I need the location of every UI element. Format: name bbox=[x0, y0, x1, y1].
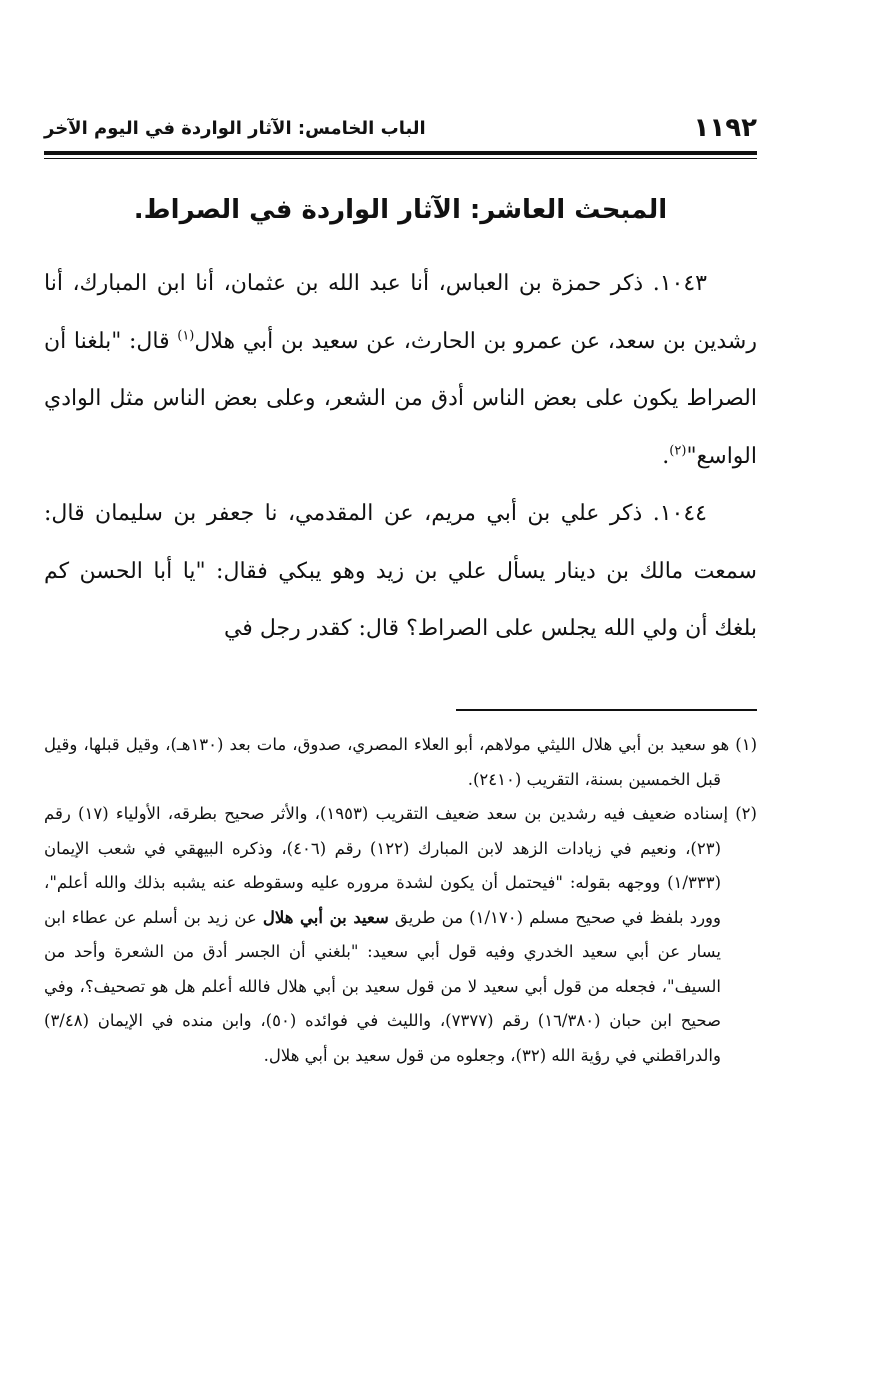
footnote-ref-2[interactable]: (٢) bbox=[669, 443, 687, 459]
paragraph-text: قال: "بلغنا أن الصراط يكون على بعض الناس أدق من الشعر، وعلى بعض الناس مثل الوادي الواسع" bbox=[44, 328, 757, 469]
footnote-2 bbox=[44, 797, 757, 1073]
paragraph-1044: ١٠٤٤. ذكر علي بن أبي مريم، عن المقدمي، نا جعفر بن سليمان قال: سمعت مالك بن دينار يسأل علي بن زيد وهو يبكي فقال: "يا أبا الحسن كم بلغك أن ولي الله يجلس على الصراط؟ قال: كقدر رجل في bbox=[44, 501, 757, 641]
footnote-separator bbox=[456, 709, 757, 711]
section-title-lead: المبحث العاشر: bbox=[469, 195, 668, 225]
footnote-2-bold-name: سعيد بن أبي هلال bbox=[262, 907, 389, 927]
main-text bbox=[44, 255, 757, 658]
page-header bbox=[44, 110, 757, 146]
footnote-ref-1[interactable]: (١) bbox=[177, 328, 195, 344]
page-number: ١١٩٢ bbox=[693, 113, 757, 143]
paragraph-text: ١٠٤٣. ذكر حمزة بن العباس، أنا عبد الله بن عثمان، أنا ابن المبارك، أنا رشدين بن سعد، عن عمرو بن الحارث، عن سعيد بن أبي هلال bbox=[44, 271, 757, 354]
section-title-rest: الآثار الواردة في الصراط. bbox=[133, 195, 470, 225]
header-rule-thin bbox=[44, 158, 757, 159]
footnote-1: (١) هو سعيد بن أبي هلال الليثي مولاهم، أبو العلاء المصري، صدوق، مات بعد (١٣٠هـ)، وقيل قبلها، وقيل قبل الخمسين بسنة، التقريب (٢٤١٠). bbox=[44, 735, 757, 789]
running-title: الباب الخامس: الآثار الواردة في اليوم الآخر bbox=[44, 117, 426, 139]
section-title bbox=[44, 195, 757, 225]
footnotes bbox=[44, 728, 757, 1073]
footnote-2-text-b: عن زيد بن أسلم عن عطاء ابن يسار عن أبي سعيد الخدري وفيه قول أبي سعيد: "بلغني أن الجسر أدق من الشعرة وأحد من السيف"، فجعله من قول أبي سعيد لا من قول سعيد بن أبي هلال فالله أعلم هل هو تصحيف؟، وفي صحيح ابن حبان (١٦/٣٨٠) رقم (٧٣٧٧)، والليث في فوائده (٥٠)، وابن منده في الإيمان (٣/٤٨) والدراقطني في رؤية الله (٣٢)، وجعلوه من قول سعيد بن أبي هلال. bbox=[44, 907, 721, 1065]
paragraph-end: . bbox=[662, 443, 670, 469]
header-rule-thick bbox=[44, 151, 757, 155]
footnote-2-text-a: (٢) إسناده ضعيف فيه رشدين بن سعد ضعيف التقريب (١٩٥٣)، والأثر صحيح بطرقه، الأولياء (١٧) رقم (٢٣)، ونعيم في زيادات الزهد لابن المبارك (١٢٢) رقم (٤٠٦)، وذكره البيهقي في شعب الإيمان (١/٣٣٣) ووجهه بقوله: "فيحتمل أن يكون لشدة مروره عليه وسقوطه عنه يشبه بذلك والله أعلم"، وورد بلفظ في صحيح مسلم (١/١٧٠) من طريق bbox=[44, 804, 757, 927]
paragraph-1043 bbox=[44, 255, 757, 485]
